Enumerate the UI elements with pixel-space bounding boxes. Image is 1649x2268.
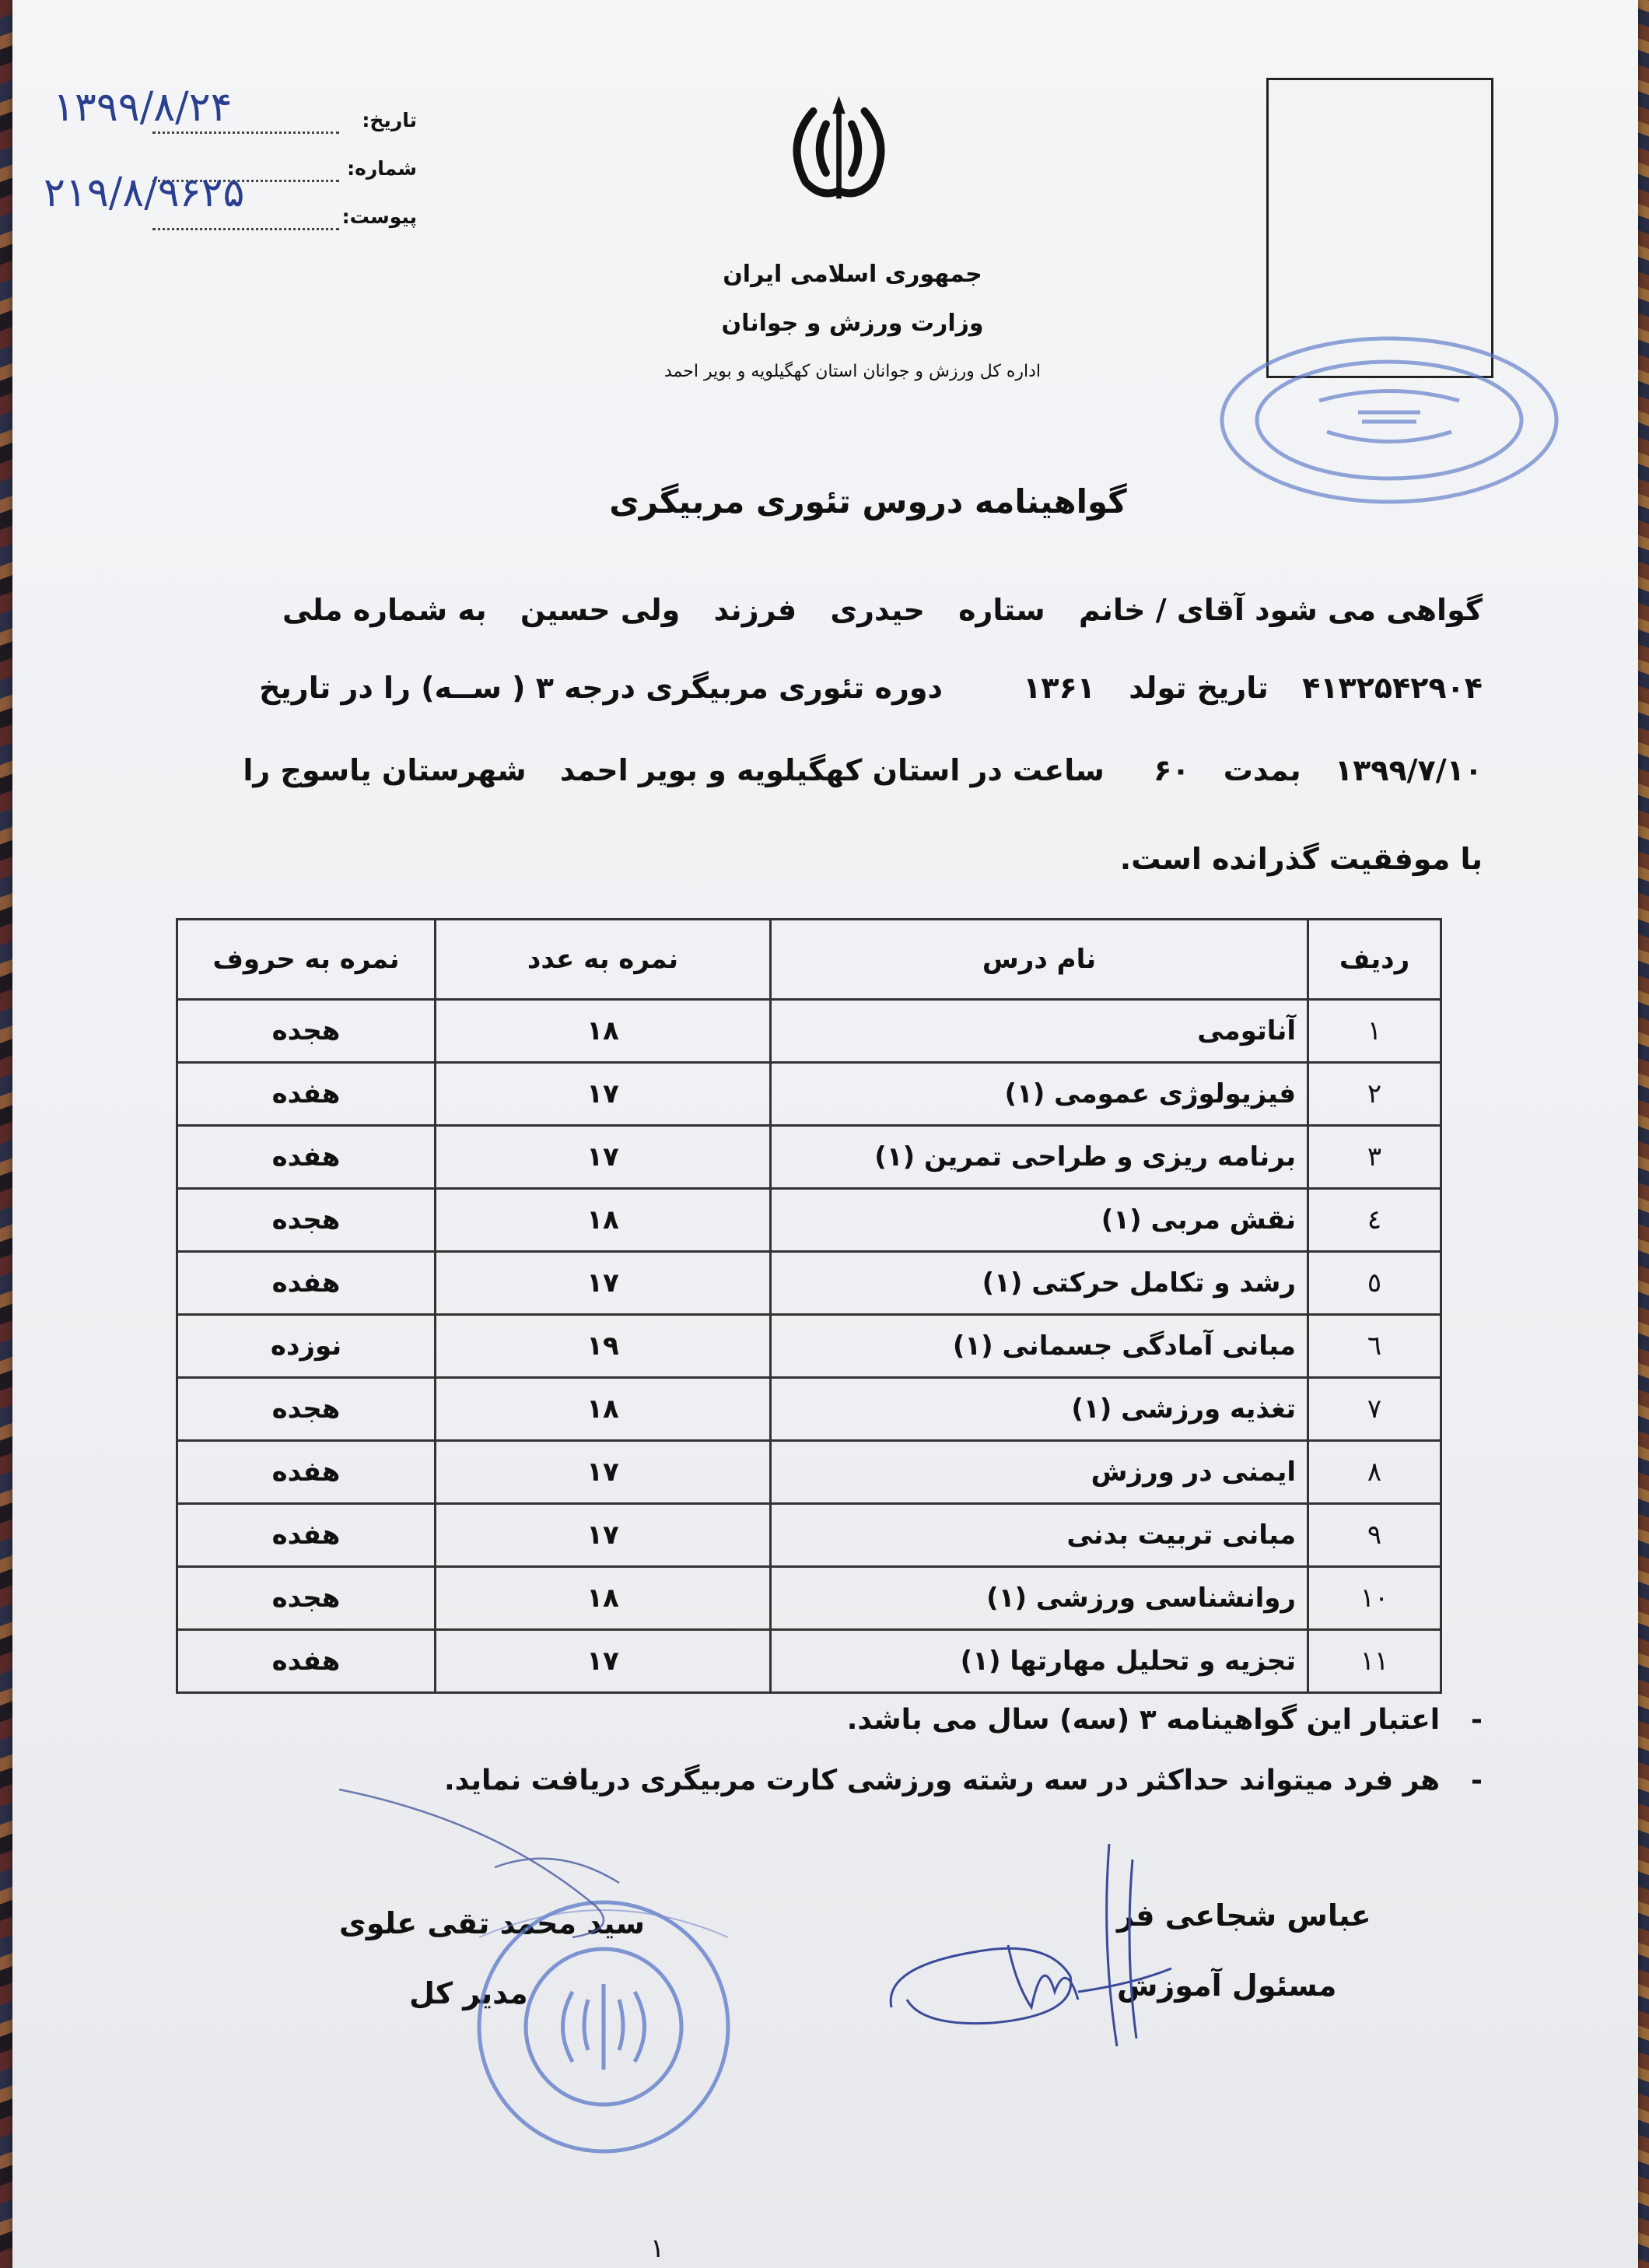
score-words: هجده xyxy=(177,1567,436,1630)
course-location: ساعت در استان کهگیلویه و بویر احمد xyxy=(559,753,1105,787)
header-score-number: نمره به عدد xyxy=(436,920,771,1000)
director-title: مدیر کل xyxy=(409,1976,528,2010)
score-number: ۱۷ xyxy=(436,1504,771,1567)
certificate-line-4: با موفقیت گذرانده است. xyxy=(1119,842,1483,876)
score-number: ۱۹ xyxy=(436,1315,771,1378)
attachment-dotted-line xyxy=(152,228,339,230)
score-number: ۱۸ xyxy=(436,1189,771,1252)
birth-year: ۱۳۶۱ xyxy=(1023,671,1095,705)
course-name: تجزیه و تحلیل مهارتها (۱) xyxy=(771,1630,1308,1693)
score-number: ۱۷ xyxy=(436,1063,771,1126)
course-name: برنامه ریزی و طراحی تمرین (۱) xyxy=(771,1126,1308,1189)
row-number: ۹ xyxy=(1308,1504,1441,1567)
date-dotted-line xyxy=(152,131,339,134)
score-words: هجده xyxy=(177,1378,436,1441)
score-number: ۱۸ xyxy=(436,1378,771,1441)
score-number: ۱۷ xyxy=(436,1252,771,1315)
row-number: ۱ xyxy=(1308,1000,1441,1063)
course-city: شهرستان یاسوج را xyxy=(243,753,527,787)
row-number: ۲ xyxy=(1308,1063,1441,1126)
duration-label: بمدت xyxy=(1223,753,1301,787)
training-officer-title: مسئول آموزش xyxy=(1117,1968,1337,2003)
child-of-label: فرزند xyxy=(713,593,797,627)
score-words: هفده xyxy=(177,1630,436,1693)
score-words: هفده xyxy=(177,1126,436,1189)
score-number: ۱۸ xyxy=(436,1567,771,1630)
course-description: دوره تئوری مربیگری درجه ۳ ( ســه) را در تاریخ xyxy=(259,671,943,705)
national-id: ۴۱۳۲۵۴۲۹۰۴ xyxy=(1302,671,1483,705)
handwritten-number: ۲۱۹/۸/۹۶۲۵ xyxy=(44,170,245,216)
table-row xyxy=(177,1567,1441,1630)
score-number: ۱۷ xyxy=(436,1630,771,1693)
header-row-number: ردیف xyxy=(1308,920,1441,1000)
attachment-label: پیوست: xyxy=(341,205,417,228)
row-number: ٦ xyxy=(1308,1315,1441,1378)
table-header-row xyxy=(177,920,1441,1000)
table-row xyxy=(177,1189,1441,1252)
training-officer-signature-icon xyxy=(876,1828,1203,2054)
table-row xyxy=(177,1126,1441,1189)
number-label: شماره: xyxy=(347,157,417,180)
first-name: ستاره xyxy=(958,593,1045,627)
course-name: روانشناسی ورزشی (۱) xyxy=(771,1567,1308,1630)
table-row xyxy=(177,1630,1441,1693)
certificate-line-2 xyxy=(236,671,1483,705)
course-name: ایمنی در ورزش xyxy=(771,1441,1308,1504)
certificate-title: گواهینامه دروس تئوری مربیگری xyxy=(609,482,1127,521)
iran-emblem-icon xyxy=(775,86,903,214)
course-name: مبانی تربیت بدنی xyxy=(771,1504,1308,1567)
score-words: هجده xyxy=(177,1189,436,1252)
director-signature-icon xyxy=(339,1774,775,1945)
director-name: سید محمد تقی علوی xyxy=(339,1906,646,1940)
course-hours: ۶۰ xyxy=(1154,753,1190,787)
last-name: حیدری xyxy=(830,593,925,627)
score-words: هفده xyxy=(177,1063,436,1126)
row-number: ۱۰ xyxy=(1308,1567,1441,1630)
row-number: ۱۱ xyxy=(1308,1630,1441,1693)
certificate-line-1 xyxy=(259,593,1483,627)
handwritten-date: ۱۳۹۹/۸/۲۴ xyxy=(53,84,233,131)
page-number: ۱ xyxy=(650,2233,665,2264)
table-row xyxy=(177,1378,1441,1441)
score-words: هجده xyxy=(177,1000,436,1063)
country-name: جمهوری اسلامی ایران xyxy=(723,261,982,288)
table-row xyxy=(177,1441,1441,1504)
certificate-line-3 xyxy=(219,753,1483,787)
header-score-words: نمره به حروف xyxy=(177,920,436,1000)
course-name: رشد و تکامل حرکتی (۱) xyxy=(771,1252,1308,1315)
score-number: ۱۷ xyxy=(436,1126,771,1189)
ministry-name: وزارت ورزش و جوانان xyxy=(721,310,984,337)
course-name: آناتومی xyxy=(771,1000,1308,1063)
line1-prefix: گواهی می شود آقای / خانم xyxy=(1078,593,1483,627)
row-number: ۷ xyxy=(1308,1378,1441,1441)
grades-table xyxy=(176,918,1442,1694)
row-number: ٥ xyxy=(1308,1252,1441,1315)
birth-label: تاریخ تولد xyxy=(1129,671,1269,705)
table-row xyxy=(177,1252,1441,1315)
table-row xyxy=(177,1000,1441,1063)
date-label: تاریخ: xyxy=(362,109,417,131)
course-name: مبانی آمادگی جسمانی (۱) xyxy=(771,1315,1308,1378)
course-name: فیزیولوژی عمومی (۱) xyxy=(771,1063,1308,1126)
validity-note: -اعتبار این گواهینامه ۳ (سه) سال می باشد. xyxy=(846,1704,1483,1736)
row-number: ٤ xyxy=(1308,1189,1441,1252)
table-row xyxy=(177,1504,1441,1567)
header-course-name: نام درس xyxy=(771,920,1308,1000)
course-date: ۱۳۹۹/۷/۱۰ xyxy=(1334,753,1483,787)
score-words: هفده xyxy=(177,1504,436,1567)
course-name: نقش مربی (۱) xyxy=(771,1189,1308,1252)
row-number: ۸ xyxy=(1308,1441,1441,1504)
score-words: نوزده xyxy=(177,1315,436,1378)
national-id-label: به شماره ملی xyxy=(282,593,487,627)
row-number: ۳ xyxy=(1308,1126,1441,1189)
score-words: هفده xyxy=(177,1252,436,1315)
validity-note-text: اعتبار این گواهینامه ۳ (سه) سال می باشد. xyxy=(846,1704,1441,1736)
course-name: تغذیه ورزشی (۱) xyxy=(771,1378,1308,1441)
father-name: ولی حسین xyxy=(520,593,681,627)
certificate-paper xyxy=(12,0,1638,2268)
limit-note-text: هر فرد میتواند حداکثر در سه رشته ورزشی کارت مربیگری دریافت نماید. xyxy=(443,1765,1441,1797)
table-row xyxy=(177,1063,1441,1126)
score-number: ۱۸ xyxy=(436,1000,771,1063)
office-name: اداره کل ورزش و جوانان استان کهگیلویه و بویر احمد xyxy=(663,362,1042,381)
score-number: ۱۷ xyxy=(436,1441,771,1504)
score-words: هفده xyxy=(177,1441,436,1504)
limit-note: -هر فرد میتواند حداکثر در سه رشته ورزشی کارت مربیگری دریافت نماید. xyxy=(443,1765,1483,1797)
training-officer-name: عباس شجاعی فر xyxy=(1117,1898,1371,1933)
table-row xyxy=(177,1315,1441,1378)
